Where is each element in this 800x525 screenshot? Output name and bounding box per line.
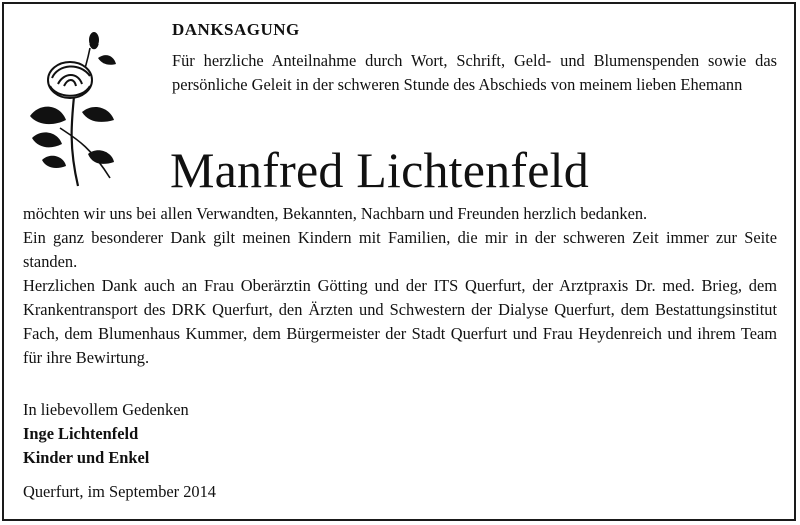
- signoff: [23, 398, 189, 470]
- closing-line: In liebevollem Gedenken: [23, 400, 189, 419]
- body-paragraph: möchten wir uns bei allen Verwandten, Bekannten, Nachbarn und Freunden herzlich bedanken.: [23, 204, 648, 223]
- signatory: Kinder und Enkel: [23, 448, 150, 467]
- body-paragraph: Herzlichen Dank auch an Frau Oberärztin Götting und der ITS Querfurt, der Arztpraxis Dr. med. Brieg, dem Krankentransport des DRK Querfurt, den Ärzten und Schwestern der Dialyse Querfurt, dem Bestattungsinstitut Fach, dem Blumenhaus Kummer, dem Bürgermeister der Stadt Querfurt und Frau Heydenreich und ihrem Team für ihre Bewirtung.: [23, 276, 777, 367]
- notice-heading: DANKSAGUNG: [172, 20, 300, 39]
- deceased-name: Manfred Lichtenfeld: [170, 142, 589, 198]
- body-text: [23, 202, 777, 370]
- body-paragraph: Ein ganz besonderer Dank gilt meinen Kindern mit Familien, die mir in der schweren Zeit immer zur Seite standen.: [23, 228, 777, 271]
- place-date: Querfurt, im September 2014: [23, 482, 216, 501]
- intro-text: Für herzliche Anteilnahme durch Wort, Schrift, Geld- und Blumenspenden sowie das persönliche Geleit in der schweren Stunde des Abschieds von meinem lieben Ehemann: [172, 51, 777, 94]
- rose-icon: [20, 28, 120, 188]
- signatory: Inge Lichtenfeld: [23, 424, 139, 443]
